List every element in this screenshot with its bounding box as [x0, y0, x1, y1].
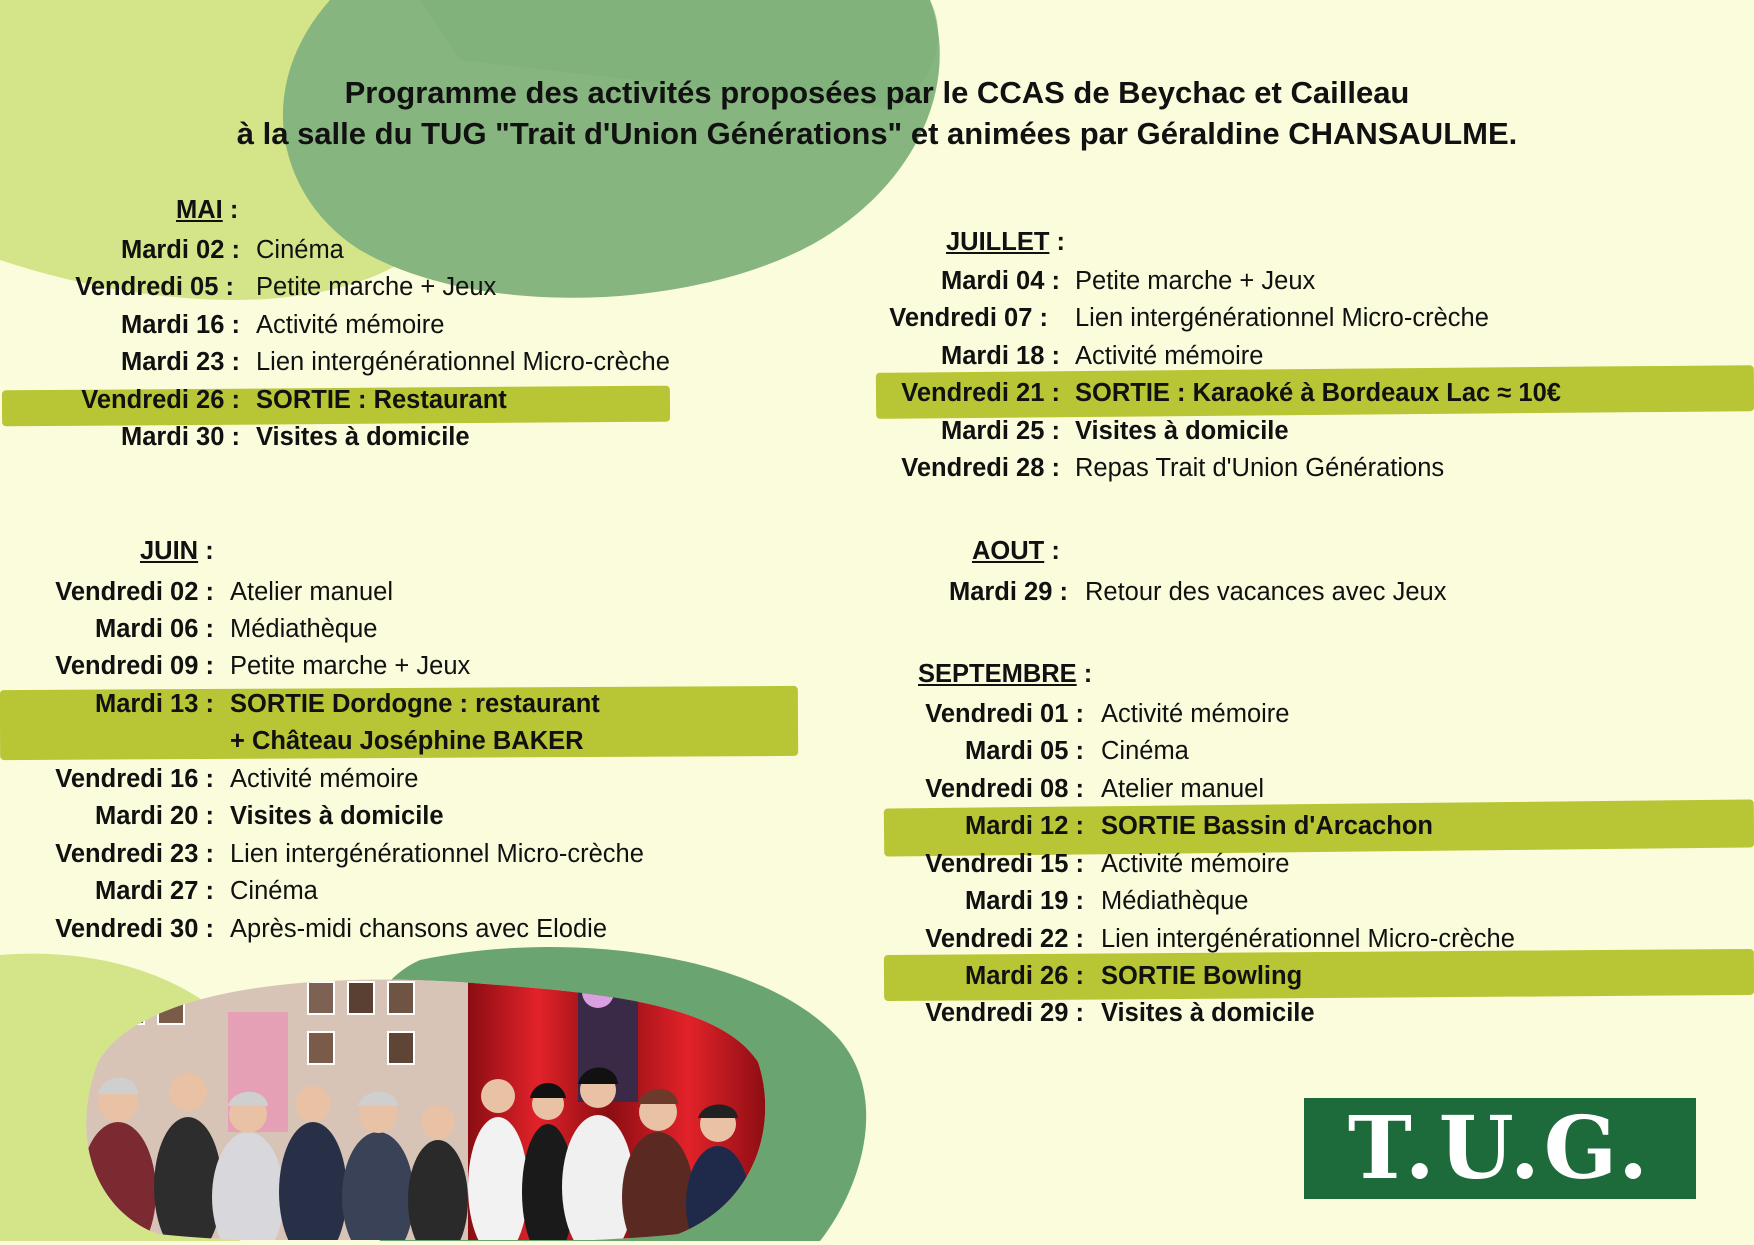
activity-label: Repas Trait d'Union Générations	[1075, 454, 1445, 482]
activity-label: Médiathèque	[1101, 887, 1249, 915]
list-item	[0, 574, 1754, 611]
day-label: Vendredi 01 :	[925, 700, 1084, 728]
day-label: Mardi 20 :	[94, 802, 214, 830]
activity-label: Lien intergénérationnel Micro-crèche	[256, 348, 670, 376]
day-label: Mardi 12 :	[964, 812, 1084, 840]
tug-logo: T.U.G.	[1304, 1098, 1696, 1199]
list-item	[0, 375, 1754, 412]
month-name: JUILLET	[946, 228, 1050, 256]
month-heading-septembre: SEPTEMBRE :	[918, 660, 1093, 688]
activity-label: SORTIE : Restaurant	[256, 386, 507, 414]
month-heading-juillet: JUILLET :	[946, 228, 1065, 256]
list-item	[0, 771, 1754, 808]
list-item	[0, 921, 1754, 958]
day-label: Mardi 18 :	[940, 342, 1060, 370]
activity-label: + Château Joséphine BAKER	[230, 727, 584, 755]
day-label: Mardi 30 :	[120, 423, 240, 451]
list-item	[0, 696, 1754, 733]
day-label: Vendredi 16 :	[55, 765, 214, 793]
day-label: Vendredi 30 :	[55, 915, 214, 943]
day-label: Mardi 26 :	[964, 962, 1084, 990]
day-label: Mardi 06 :	[94, 615, 214, 643]
day-label: Vendredi 07 :	[889, 304, 1048, 332]
day-label: Vendredi 02 :	[55, 578, 214, 606]
month-heading-mai: MAI :	[176, 196, 239, 224]
day-label: Mardi 23 :	[120, 348, 240, 376]
activity-label: SORTIE Bowling	[1101, 962, 1303, 990]
day-label: Mardi 16 :	[120, 311, 240, 339]
day-label: Mardi 13 :	[94, 690, 214, 718]
activity-label: Activité mémoire	[230, 765, 419, 793]
list-item	[0, 450, 1754, 487]
activity-label: Activité mémoire	[1101, 850, 1290, 878]
day-label: Mardi 04 :	[940, 267, 1060, 295]
activity-label: Petite marche + Jeux	[230, 652, 471, 680]
activity-label: Cinéma	[1101, 737, 1189, 765]
activity-label: Lien intergénérationnel Micro-crèche	[1075, 304, 1489, 332]
day-label: Vendredi 21 :	[901, 379, 1060, 407]
list-item	[0, 808, 1754, 845]
activity-label: Visites à domicile	[256, 423, 470, 451]
month-heading-aout: AOUT :	[972, 537, 1060, 565]
day-label: Mardi 25 :	[940, 417, 1060, 445]
day-label: Mardi 19 :	[964, 887, 1084, 915]
activity-label: Activité mémoire	[1101, 700, 1290, 728]
activity-label: Activité mémoire	[1075, 342, 1264, 370]
day-label: Vendredi 05 :	[75, 273, 234, 301]
activity-label: SORTIE Dordogne : restaurant	[230, 690, 600, 718]
list-item	[0, 263, 1754, 300]
day-label: Mardi 27 :	[94, 877, 214, 905]
activity-label: Lien intergénérationnel Micro-crèche	[230, 840, 644, 868]
activity-label: Petite marche + Jeux	[1075, 267, 1316, 295]
month-name: MAI	[176, 196, 223, 224]
activity-label: SORTIE Bassin d'Arcachon	[1101, 812, 1433, 840]
title-line-2: à la salle du TUG "Trait d'Union Générations" et animées par Géraldine CHANSAULME.	[236, 116, 1518, 151]
activity-label: Cinéma	[230, 877, 318, 905]
activity-label: Atelier manuel	[1101, 775, 1264, 803]
activity-label: Médiathèque	[230, 615, 378, 643]
month-heading-juin: JUIN :	[140, 537, 214, 565]
activity-label: Activité mémoire	[256, 311, 445, 339]
day-label: Vendredi 22 :	[925, 925, 1084, 953]
list-item	[0, 413, 1754, 450]
day-label: Vendredi 15 :	[925, 850, 1084, 878]
title-line-1: Programme des activités proposées par le CCAS de Beychac et Cailleau	[344, 75, 1410, 110]
day-label: Vendredi 28 :	[901, 454, 1060, 482]
month-name: JUIN	[140, 537, 199, 565]
day-label: Mardi 29 :	[948, 578, 1068, 606]
day-label: Vendredi 23 :	[55, 840, 214, 868]
activity-label: Atelier manuel	[230, 578, 393, 606]
list-item	[0, 300, 1754, 337]
activity-label: Petite marche + Jeux	[256, 273, 497, 301]
activity-label: Après-midi chansons avec Elodie	[230, 915, 608, 943]
list-item	[0, 846, 1754, 883]
day-label: Vendredi 08 :	[925, 775, 1084, 803]
activity-label: Retour des vacances avec Jeux	[1085, 578, 1447, 606]
list-item	[0, 733, 1754, 770]
group-photo-icon	[78, 972, 768, 1240]
list-item	[0, 611, 1754, 648]
day-label: Vendredi 09 :	[55, 652, 214, 680]
day-label: Vendredi 26 :	[81, 386, 240, 414]
activity-label: Visites à domicile	[1101, 999, 1315, 1027]
activity-label: SORTIE : Karaoké à Bordeaux Lac ≈ 10€	[1075, 379, 1561, 407]
activity-label: Visites à domicile	[230, 802, 444, 830]
day-label: Vendredi 29 :	[925, 999, 1084, 1027]
month-name: AOUT	[972, 537, 1045, 565]
day-label: Mardi 05 :	[964, 737, 1084, 765]
day-label: Mardi 02 :	[120, 236, 240, 264]
list-item	[0, 338, 1754, 375]
activity-label: Visites à domicile	[1075, 417, 1289, 445]
activity-label: Lien intergénérationnel Micro-crèche	[1101, 925, 1515, 953]
page-title	[0, 72, 1754, 154]
activity-label: Cinéma	[256, 236, 344, 264]
group-photo	[78, 972, 768, 1240]
month-name: SEPTEMBRE	[918, 660, 1077, 688]
list-item	[0, 883, 1754, 920]
list-item	[0, 648, 1754, 685]
